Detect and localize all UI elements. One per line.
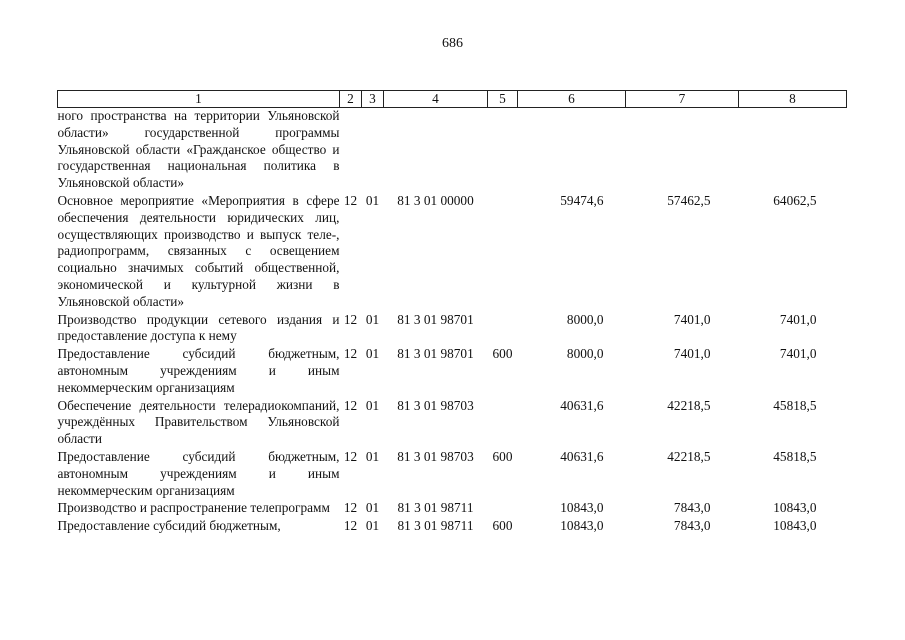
- row-expense-type: 600: [492, 346, 513, 362]
- row-amount-col8: 10843,0: [773, 518, 817, 534]
- row-amount-col8: 45818,5: [773, 448, 817, 464]
- row-target-article: 81 3 01 98701: [397, 311, 474, 327]
- header-col-8: 8: [739, 91, 847, 108]
- row-description: ного пространства на территории Ульяновской области» государственной программы Ульяновской области «Гражданское общество и государственная национальная политика в Ульяновской области»: [57, 108, 340, 191]
- row-amount-col7: [626, 108, 739, 193]
- table-row: [58, 518, 847, 536]
- row-subsection: 01: [365, 346, 380, 362]
- row-target-article: 81 3 01 98701: [397, 346, 474, 362]
- header-col-4: 4: [384, 91, 488, 108]
- row-amount-col7: 7401,0: [673, 311, 711, 327]
- row-amount-col6: [518, 108, 626, 193]
- row-target-article: [384, 108, 488, 193]
- row-amount-col6: 40631,6: [560, 448, 604, 464]
- row-expense-type: [488, 193, 518, 312]
- row-expense-type: [488, 500, 518, 518]
- row-subsection: 01: [365, 192, 380, 208]
- row-section: 12: [343, 346, 358, 362]
- row-description: Предоставление субсидий бюджетным, автономным учреждениям и иным некоммерческим организациям: [57, 448, 340, 498]
- row-amount-col7: 42218,5: [667, 397, 711, 413]
- row-expense-type: 600: [492, 448, 513, 464]
- row-expense-type: [488, 108, 518, 193]
- row-section: 12: [343, 311, 358, 327]
- table-row: [58, 500, 847, 518]
- header-col-6: 6: [518, 91, 626, 108]
- header-col-1: 1: [58, 91, 340, 108]
- table-row: [58, 346, 847, 397]
- row-subsection: 01: [365, 500, 380, 516]
- budget-table: [57, 90, 847, 536]
- row-amount-col8: 64062,5: [773, 192, 817, 208]
- row-subsection: 01: [365, 397, 380, 413]
- row-description: Производство и распространение телепрограмм: [57, 500, 330, 516]
- row-amount-col7: 57462,5: [667, 192, 711, 208]
- row-section: 12: [343, 192, 358, 208]
- row-target-article: 81 3 01 98703: [397, 397, 474, 413]
- header-row: [58, 91, 847, 108]
- row-section: [340, 108, 362, 193]
- page-number: 686: [442, 36, 463, 51]
- row-amount-col6: 10843,0: [560, 518, 604, 534]
- row-section: 12: [343, 500, 358, 516]
- row-description: Производство продукции сетевого издания и предоставление доступа к нему: [57, 311, 340, 344]
- row-amount-col7: 7843,0: [673, 518, 711, 534]
- row-expense-type: [488, 312, 518, 347]
- row-target-article: 81 3 01 98711: [397, 500, 474, 516]
- header-col-3: 3: [362, 91, 384, 108]
- row-amount-col8: [739, 108, 847, 193]
- table-row: [58, 398, 847, 449]
- row-subsection: 01: [365, 518, 380, 534]
- row-subsection: [362, 108, 384, 193]
- table-row: [58, 449, 847, 500]
- row-description: Основное мероприятие «Мероприятия в сфере обеспечения деятельности юридических лиц, осуществляющих производство и выпуск теле-, радиопрограмм, связанных с освещением социально значимых событий общественной, экономической и культурной жизни в Ульяновской области»: [57, 192, 340, 309]
- row-amount-col7: 42218,5: [667, 448, 711, 464]
- table-row: [58, 193, 847, 312]
- table-row: [58, 108, 847, 193]
- row-target-article: 81 3 01 98711: [397, 518, 474, 534]
- row-section: 12: [343, 397, 358, 413]
- table-row: [58, 312, 847, 347]
- row-amount-col6: 59474,6: [560, 192, 604, 208]
- row-amount-col8: 7401,0: [779, 346, 817, 362]
- row-target-article: 81 3 01 00000: [397, 192, 474, 208]
- header-col-2: 2: [340, 91, 362, 108]
- row-amount-col6: 8000,0: [566, 346, 604, 362]
- row-amount-col8: 45818,5: [773, 397, 817, 413]
- row-amount-col6: 10843,0: [560, 500, 604, 516]
- row-section: 12: [343, 518, 358, 534]
- row-amount-col7: 7843,0: [673, 500, 711, 516]
- row-description: Предоставление субсидий бюджетным,: [57, 518, 281, 534]
- row-amount-col8: 7401,0: [779, 311, 817, 327]
- table-body: [58, 108, 847, 536]
- row-description: Предоставление субсидий бюджетным, автономным учреждениям и иным некоммерческим организациям: [57, 346, 340, 395]
- row-amount-col7: 7401,0: [673, 346, 711, 362]
- row-subsection: 01: [365, 311, 380, 327]
- row-target-article: 81 3 01 98703: [397, 448, 474, 464]
- row-amount-col6: 8000,0: [566, 311, 604, 327]
- row-description: Обеспечение деятельности телерадиокомпаний, учреждённых Правительством Ульяновской области: [57, 397, 340, 447]
- row-expense-type: 600: [492, 518, 513, 534]
- row-section: 12: [343, 448, 358, 464]
- row-expense-type: [488, 398, 518, 449]
- row-subsection: 01: [365, 448, 380, 464]
- row-amount-col8: 10843,0: [773, 500, 817, 516]
- header-col-7: 7: [626, 91, 739, 108]
- row-amount-col6: 40631,6: [560, 397, 604, 413]
- header-col-5: 5: [488, 91, 518, 108]
